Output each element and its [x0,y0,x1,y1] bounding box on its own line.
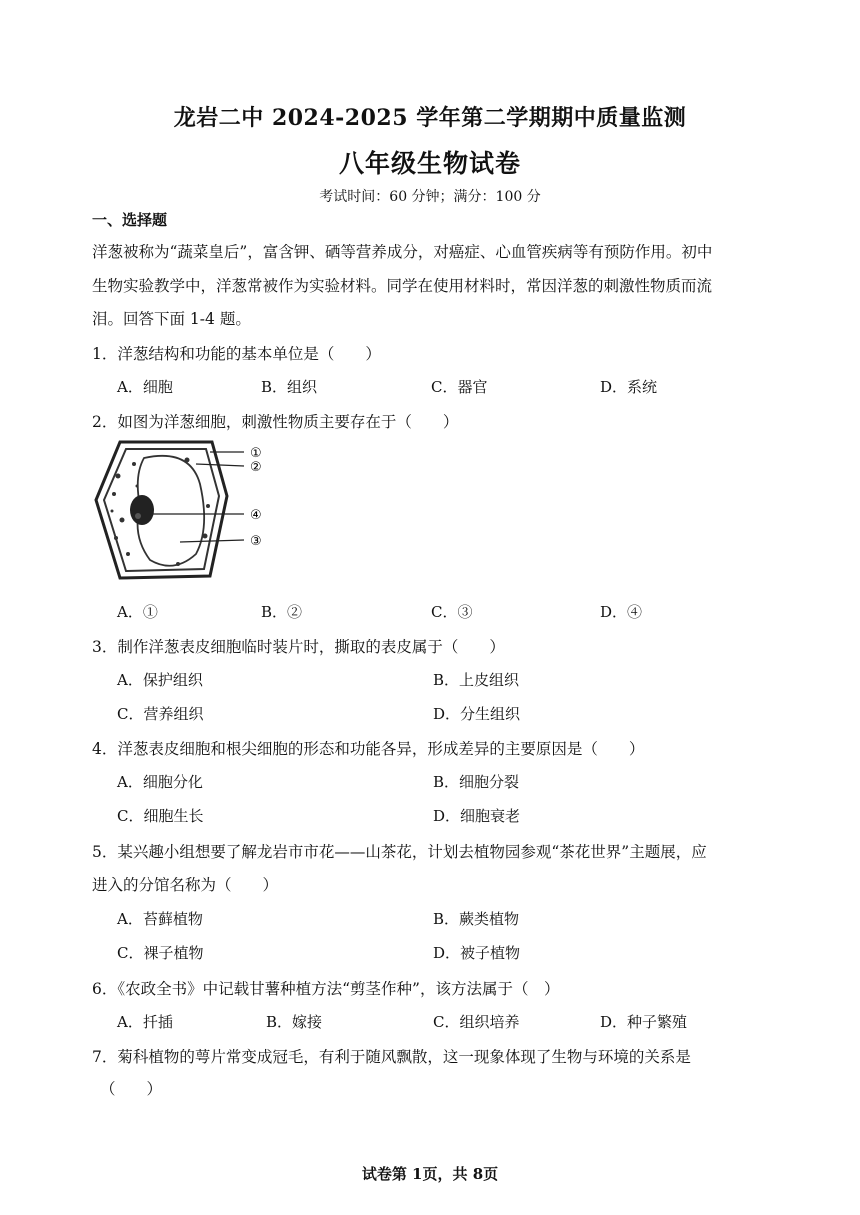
question-5-stem-line-2: 进入的分馆名称为（ ） [92,876,279,894]
question-6-option-d[interactable]: D．种子繁殖 [600,1013,688,1031]
question-3-option-b[interactable]: B．上皮组织 [433,671,520,689]
nucleus [130,495,154,525]
intro-line-2: 生物实验教学中，洋葱常被作为实验材料。同学在使用材料时，常因洋葱的刺激性物质而流 [92,277,713,295]
question-2-stem: 2．如图为洋葱细胞，刺激性物质主要存在于（ ） [92,413,459,431]
question-2-option-c[interactable]: C．③ [431,603,473,621]
section-heading: 一、选择题 [92,211,168,229]
intro-line-1: 洋葱被称为“蔬菜皇后”，富含钾、硒等营养成分，对癌症、心血管疾病等有预防作用。初中 [92,243,713,261]
question-5-option-c[interactable]: C．裸子植物 [117,944,204,962]
question-6-option-a[interactable]: A．扦插 [117,1013,173,1031]
question-1-option-c[interactable]: C．器官 [431,378,488,396]
question-4-option-d[interactable]: D．细胞衰老 [433,807,521,825]
label-3: ③ [250,534,262,549]
question-5-option-b[interactable]: B．蕨类植物 [433,910,520,928]
question-2-option-a[interactable]: A．① [117,603,158,621]
nucleolus [135,513,141,519]
label-2: ② [250,460,262,475]
question-1-stem: 1．洋葱结构和功能的基本单位是（ ） [92,345,381,363]
question-6-option-c[interactable]: C．组织培养 [433,1013,520,1031]
page-footer: 试卷第 1页，共 8页 [361,1165,499,1183]
question-4-option-c[interactable]: C．细胞生长 [117,807,204,825]
question-5-stem-line-1: 5．某兴趣小组想要了解龙岩市市花——山茶花，计划去植物园参观“茶花世界”主题展，应 [92,843,707,861]
label-1: ① [250,446,262,461]
question-2-option-d[interactable]: D．④ [600,603,643,621]
question-7-stem-line-1: 7．菊科植物的萼片常变成冠毛，有利于随风飘散，这一现象体现了生物与环境的关系是 [92,1048,691,1066]
question-5-option-d[interactable]: D．被子植物 [433,944,521,962]
question-3-stem: 3．制作洋葱表皮细胞临时装片时，撕取的表皮属于（ ） [92,638,505,656]
exam-info: 考试时间：60 分钟；满分：100 分 [319,189,541,205]
onion-cell-diagram [92,436,272,586]
question-2-option-b[interactable]: B．② [261,603,303,621]
question-6-stem: 6．《农政全书》中记载甘薯种植方法“剪茎作种”，该方法属于（ ） [92,980,560,998]
exam-title: 龙岩二中 2024-2025 学年第二学期期中质量监测 [173,105,687,131]
intro-line-3: 泪。回答下面 1-4 题。 [92,310,251,328]
question-7-stem-line-2: （ ） [100,1080,163,1098]
question-4-option-b[interactable]: B．细胞分裂 [433,773,520,791]
question-5-option-a[interactable]: A．苔藓植物 [117,910,203,928]
question-4-option-a[interactable]: A．细胞分化 [117,773,203,791]
exam-subtitle: 八年级生物试卷 [338,149,521,178]
question-1-option-d[interactable]: D．系统 [600,378,658,396]
question-4-stem: 4．洋葱表皮细胞和根尖细胞的形态和功能各异，形成差异的主要原因是（ ） [92,740,645,758]
question-3-option-d[interactable]: D．分生组织 [433,705,521,723]
question-6-option-b[interactable]: B．嫁接 [266,1013,323,1031]
question-1-option-a[interactable]: A．细胞 [117,378,173,396]
question-3-option-c[interactable]: C．营养组织 [117,705,204,723]
question-3-option-a[interactable]: A．保护组织 [117,671,203,689]
label-4: ④ [250,508,262,523]
question-1-option-b[interactable]: B．组织 [261,378,318,396]
